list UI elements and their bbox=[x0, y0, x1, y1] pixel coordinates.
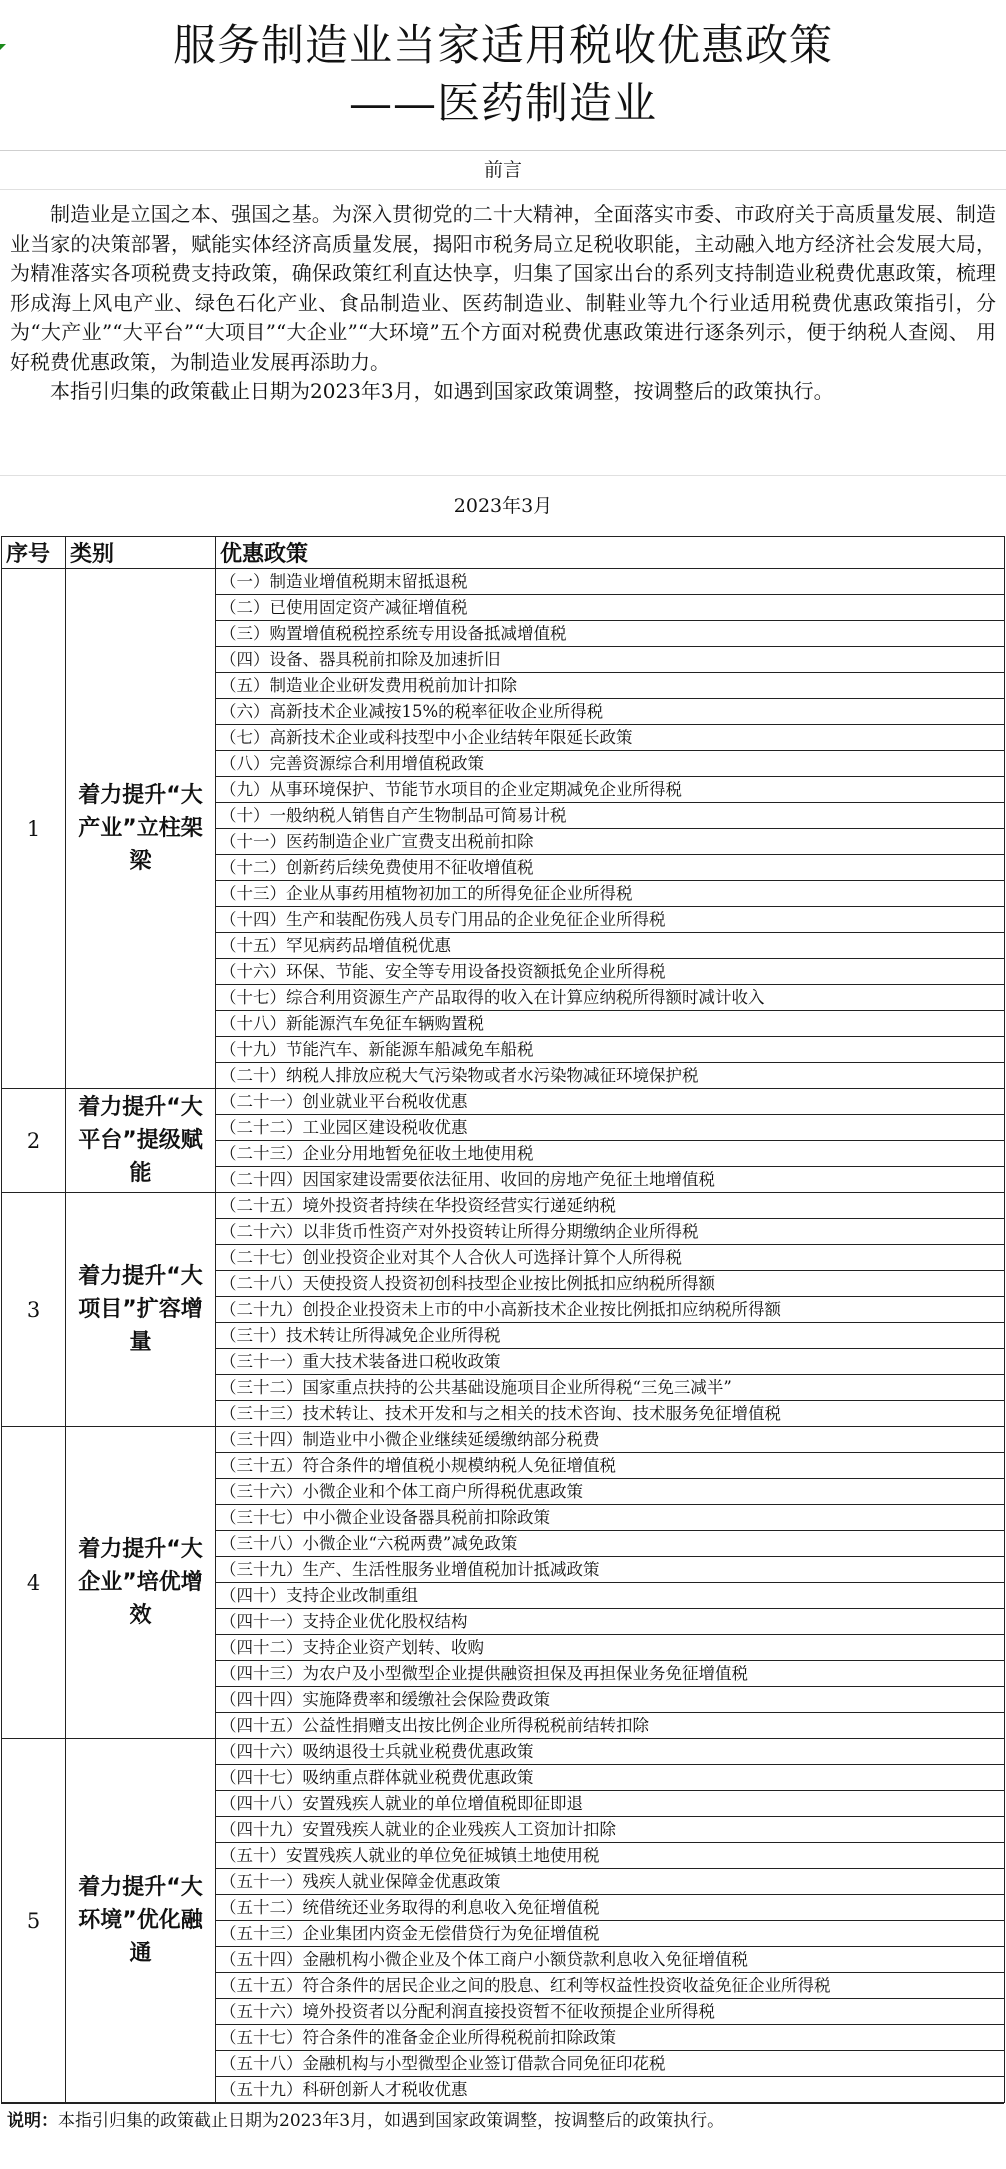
policy-cell: （二十二）工业园区建设税收优惠 bbox=[216, 1115, 1005, 1141]
header-policy: 优惠政策 bbox=[216, 537, 1005, 569]
policy-cell: （四十四）实施降费率和缓缴社会保险费政策 bbox=[216, 1687, 1005, 1713]
policy-cell: （三）购置增值税税控系统专用设备抵减增值税 bbox=[216, 621, 1005, 647]
policy-cell: （十九）节能汽车、新能源车船减免车船税 bbox=[216, 1037, 1005, 1063]
policy-cell: （九）从事环境保护、节能节水项目的企业定期减免企业所得税 bbox=[216, 777, 1005, 803]
table-row bbox=[2, 1193, 1005, 1219]
policy-cell: （四十二）支持企业资产划转、收购 bbox=[216, 1635, 1005, 1661]
preface-paragraph: 制造业是立国之本、强国之基。为深入贯彻党的二十大精神，全面落实市委、市政府关于高质量发展、制造业当家的决策部署，赋能实体经济高质量发展，揭阳市税务局立足税收职能，主动融入地方经济社会发展大局，为精准落实各项税费支持政策，确保政策红利直达快享，归集了国家出台的系列支持制造业税费优惠政策，梳理形成海上风电产业、绿色石化产业、食品制造业、医药制造业、制鞋业等九个行业适用税费优惠政策指引，分为“大产业”“大平台”“大项目”“大企业”“大环境”五个方面对税费优惠政策进行逐条列示，便于纳税人查阅、 用好税费优惠政策，为制造业发展再添助力。 bbox=[10, 202, 996, 374]
row-index-cell: 3 bbox=[2, 1193, 66, 1427]
policy-cell: （四十）支持企业改制重组 bbox=[216, 1583, 1005, 1609]
policy-cell: （一）制造业增值税期末留抵退税 bbox=[216, 569, 1005, 595]
policy-cell: （五十五）符合条件的居民企业之间的股息、红利等权益性投资收益免征企业所得税 bbox=[216, 1973, 1005, 1999]
cell-comment-marker-icon bbox=[0, 44, 6, 50]
policy-cell: （四十六）吸纳退役士兵就业税费优惠政策 bbox=[216, 1739, 1005, 1765]
policy-cell: （二十八）天使投资人投资初创科技型企业按比例抵扣应纳税所得额 bbox=[216, 1271, 1005, 1297]
policy-cell: （三十五）符合条件的增值税小规模纳税人免征增值税 bbox=[216, 1453, 1005, 1479]
policy-cell: （十二）创新药后续免费使用不征收增值税 bbox=[216, 855, 1005, 881]
policy-cell: （二十四）因国家建设需要依法征用、收回的房地产免征土地增值税 bbox=[216, 1167, 1005, 1193]
policy-cell: （五十七）符合条件的准备金企业所得税税前扣除政策 bbox=[216, 2025, 1005, 2051]
table-row bbox=[2, 1427, 1005, 1453]
title-block bbox=[0, 0, 1006, 151]
category-cell: 着力提升“大平台”提级赋能 bbox=[66, 1089, 216, 1193]
row-index-cell: 1 bbox=[2, 569, 66, 1089]
policy-cell: （二十七）创业投资企业对其个人合伙人可选择计算个人所得税 bbox=[216, 1245, 1005, 1271]
footnote-label: 说明： bbox=[7, 2111, 58, 2131]
policy-cell: （四十七）吸纳重点群体就业税费优惠政策 bbox=[216, 1765, 1005, 1791]
category-cell: 着力提升“大环境”优化融通 bbox=[66, 1739, 216, 2103]
policy-cell: （五十四）金融机构小微企业及个体工商户小额贷款利息收入免征增值税 bbox=[216, 1947, 1005, 1973]
policy-cell: （二十）纳税人排放应税大气污染物或者水污染物减征环境保护税 bbox=[216, 1063, 1005, 1089]
preface-heading: 前言 bbox=[0, 151, 1006, 190]
policy-cell: （二十九）创投企业投资未上市的中小高新技术企业按比例抵扣应纳税所得额 bbox=[216, 1297, 1005, 1323]
policy-cell: （五）制造业企业研发费用税前加计扣除 bbox=[216, 673, 1005, 699]
header-index: 序号 bbox=[2, 537, 66, 569]
header-category: 类别 bbox=[66, 537, 216, 569]
policy-cell: （二十三）企业分用地暂免征收土地使用税 bbox=[216, 1141, 1005, 1167]
policy-cell: （二十五）境外投资者持续在华投资经营实行递延纳税 bbox=[216, 1193, 1005, 1219]
policy-cell: （三十八）小微企业“六税两费”减免政策 bbox=[216, 1531, 1005, 1557]
row-index-cell: 5 bbox=[2, 1739, 66, 2103]
policy-cell: （五十三）企业集团内资金无偿借贷行为免征增值税 bbox=[216, 1921, 1005, 1947]
policy-cell: （十一）医药制造企业广宣费支出税前扣除 bbox=[216, 829, 1005, 855]
preface-body bbox=[0, 190, 1006, 476]
policy-cell: （十八）新能源汽车免征车辆购置税 bbox=[216, 1011, 1005, 1037]
policy-cell: （三十一）重大技术装备进口税收政策 bbox=[216, 1349, 1005, 1375]
policy-table bbox=[1, 536, 1005, 2103]
policy-cell: （二）已使用固定资产减征增值税 bbox=[216, 595, 1005, 621]
policy-cell: （七）高新技术企业或科技型中小企业结转年限延长政策 bbox=[216, 725, 1005, 751]
policy-cell: （三十三）技术转让、技术开发和与之相关的技术咨询、技术服务免征增值税 bbox=[216, 1401, 1005, 1427]
policy-cell: （四十五）公益性捐赠支出按比例企业所得税税前结转扣除 bbox=[216, 1713, 1005, 1739]
policy-cell: （五十一）残疾人就业保障金优惠政策 bbox=[216, 1869, 1005, 1895]
table-row bbox=[2, 569, 1005, 595]
page-subtitle: ——医药制造业 bbox=[349, 79, 657, 129]
table-row bbox=[2, 1089, 1005, 1115]
policy-cell: （三十二）国家重点扶持的公共基础设施项目企业所得税“三免三减半” bbox=[216, 1375, 1005, 1401]
page-title: 服务制造业当家适用税收优惠政策 bbox=[173, 21, 833, 71]
policy-cell: （三十六）小微企业和个体工商户所得税优惠政策 bbox=[216, 1479, 1005, 1505]
policy-cell: （十五）罕见病药品增值税优惠 bbox=[216, 933, 1005, 959]
policy-cell: （十三）企业从事药用植物初加工的所得免征企业所得税 bbox=[216, 881, 1005, 907]
policy-cell: （三十七）中小微企业设备器具税前扣除政策 bbox=[216, 1505, 1005, 1531]
policy-cell: （五十八）金融机构与小型微型企业签订借款合同免征印花税 bbox=[216, 2051, 1005, 2077]
policy-cell: （四十三）为农户及小型微型企业提供融资担保及再担保业务免征增值税 bbox=[216, 1661, 1005, 1687]
policy-cell: （四十八）安置残疾人就业的单位增值税即征即退 bbox=[216, 1791, 1005, 1817]
policy-cell: （三十九）生产、生活性服务业增值税加计抵减政策 bbox=[216, 1557, 1005, 1583]
row-index-cell: 4 bbox=[2, 1427, 66, 1739]
policy-cell: （八）完善资源综合利用增值税政策 bbox=[216, 751, 1005, 777]
preface-paragraph: 本指引归集的政策截止日期为2023年3月，如遇到国家政策调整，按调整后的政策执行。 bbox=[50, 379, 834, 403]
policy-cell: （三十四）制造业中小微企业继续延缓缴纳部分税费 bbox=[216, 1427, 1005, 1453]
row-index-cell: 2 bbox=[2, 1089, 66, 1193]
policy-cell: （四）设备、器具税前扣除及加速折旧 bbox=[216, 647, 1005, 673]
issue-date: 2023年3月 bbox=[453, 495, 553, 517]
category-cell: 着力提升“大企业”培优增效 bbox=[66, 1427, 216, 1739]
policy-cell: （十六）环保、节能、安全等专用设备投资额抵免企业所得税 bbox=[216, 959, 1005, 985]
policy-cell: （十七）综合利用资源生产产品取得的收入在计算应纳税所得额时减计收入 bbox=[216, 985, 1005, 1011]
policy-table-body bbox=[2, 569, 1005, 2103]
table-header-row bbox=[2, 537, 1005, 569]
policy-cell: （四十一）支持企业优化股权结构 bbox=[216, 1609, 1005, 1635]
policy-cell: （五十二）统借统还业务取得的利息收入免征增值税 bbox=[216, 1895, 1005, 1921]
policy-cell: （三十）技术转让所得减免企业所得税 bbox=[216, 1323, 1005, 1349]
policy-cell: （五十六）境外投资者以分配利润直接投资暂不征收预提企业所得税 bbox=[216, 1999, 1005, 2025]
table-row bbox=[2, 1739, 1005, 1765]
policy-cell: （五十九）科研创新人才税收优惠 bbox=[216, 2077, 1005, 2103]
category-cell: 着力提升“大项目”扩容增量 bbox=[66, 1193, 216, 1427]
policy-cell: （十）一般纳税人销售自产生物制品可简易计税 bbox=[216, 803, 1005, 829]
policy-cell: （二十六）以非货币性资产对外投资转让所得分期缴纳企业所得税 bbox=[216, 1219, 1005, 1245]
policy-cell: （二十一）创业就业平台税收优惠 bbox=[216, 1089, 1005, 1115]
policy-cell: （六）高新技术企业减按15%的税率征收企业所得税 bbox=[216, 699, 1005, 725]
policy-cell: （十四）生产和装配伤残人员专门用品的企业免征企业所得税 bbox=[216, 907, 1005, 933]
footnote bbox=[1, 2103, 1004, 2138]
policy-cell: （五十）安置残疾人就业的单位免征城镇土地使用税 bbox=[216, 1843, 1005, 1869]
footnote-text: 本指引归集的政策截止日期为2023年3月，如遇到国家政策调整，按调整后的政策执行。 bbox=[58, 2111, 725, 2131]
category-cell: 着力提升“大产业”立柱架梁 bbox=[66, 569, 216, 1089]
policy-cell: （四十九）安置残疾人就业的企业残疾人工资加计扣除 bbox=[216, 1817, 1005, 1843]
